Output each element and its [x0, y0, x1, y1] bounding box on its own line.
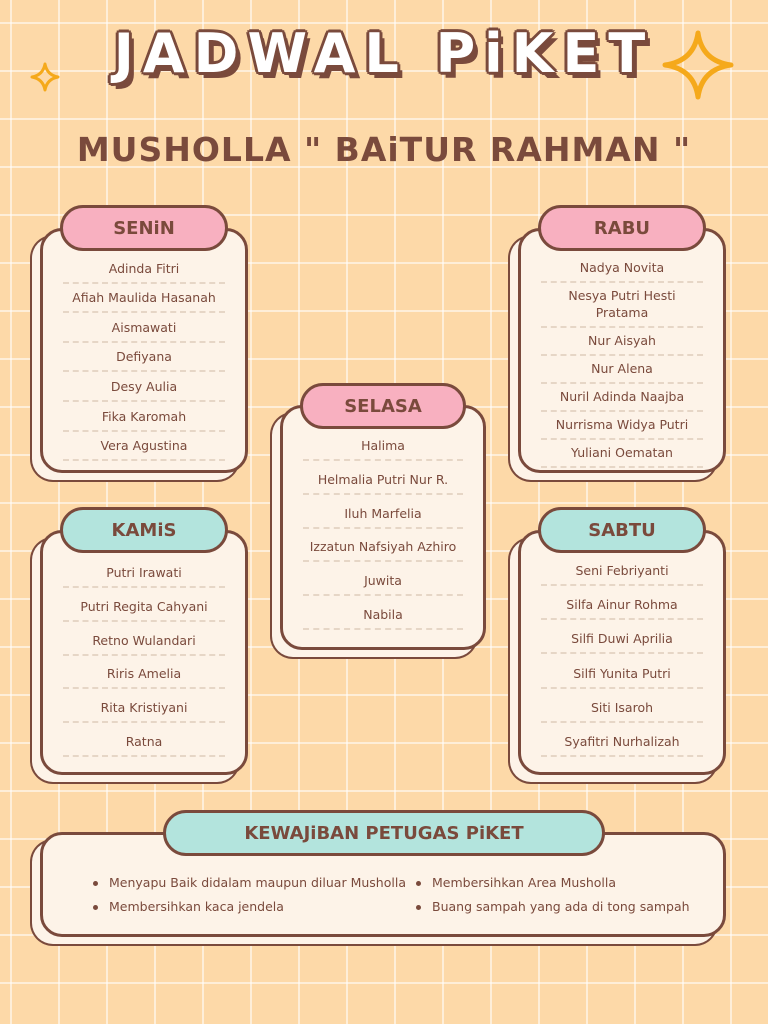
name-item: Riris Amelia — [63, 661, 225, 689]
name-item: Nuril Adinda Naajba — [541, 384, 703, 412]
name-item: Nur Aisyah — [541, 328, 703, 356]
duties-list — [93, 875, 693, 915]
name-item: Desy Aulia — [63, 374, 225, 402]
schedule-card-rabu — [518, 228, 726, 473]
day-tab-selasa: SELASA — [300, 383, 466, 429]
schedule-card-sabtu — [518, 530, 726, 775]
name-item: Nabila — [303, 602, 463, 630]
name-item: Defiyana — [63, 344, 225, 372]
sparkle-icon — [662, 30, 734, 100]
name-item: Izzatun Nafsiyah Azhiro — [303, 534, 463, 562]
duty-item: Membersihkan kaca jendela — [93, 899, 416, 915]
name-item: Silfa Ainur Rohma — [541, 592, 703, 620]
name-list — [63, 557, 225, 760]
schedule-card-senin — [40, 228, 248, 473]
name-item: Silfi Duwi Aprilia — [541, 626, 703, 654]
day-tab-senin: SENiN — [60, 205, 228, 251]
day-tab-kamis: KAMiS — [60, 507, 228, 553]
poster-subtitle: MUSHOLLA " BAiTUR RAHMAN " — [76, 130, 692, 169]
name-item: Rita Kristiyani — [63, 695, 225, 723]
day-tab-rabu: RABU — [538, 205, 706, 251]
schedule-card-selasa — [280, 405, 486, 650]
name-item: Ratna — [63, 729, 225, 757]
name-item: Nur Alena — [541, 356, 703, 384]
name-item: Halima — [303, 433, 463, 461]
poster-title: JADWAL PiKET — [113, 22, 655, 85]
name-list — [303, 430, 463, 633]
name-list — [541, 255, 703, 462]
day-tab-sabtu: SABTU — [538, 507, 706, 553]
name-item: Retno Wulandari — [63, 628, 225, 656]
name-item: Nesya Putri Hesti Pratama — [541, 283, 703, 328]
name-item: Vera Agustina — [63, 433, 225, 461]
duty-item: Membersihkan Area Musholla — [416, 875, 693, 891]
schedule-card-kamis — [40, 530, 248, 775]
name-item: Fika Karomah — [63, 404, 225, 432]
duty-item: Buang sampah yang ada di tong sampah — [416, 899, 693, 915]
name-item: Nadya Novita — [541, 255, 703, 283]
name-list — [63, 255, 225, 462]
name-list — [541, 555, 703, 760]
name-item: Helmalia Putri Nur R. — [303, 467, 463, 495]
name-item: Nurrisma Widya Putri — [541, 412, 703, 440]
name-item: Juwita — [303, 568, 463, 596]
name-item: Seni Febriyanti — [541, 558, 703, 586]
name-item: Putri Regita Cahyani — [63, 594, 225, 622]
name-item: Yuliani Oematan — [541, 440, 703, 468]
duties-tab: KEWAJiBAN PETUGAS PiKET — [163, 810, 605, 856]
name-item: Putri Irawati — [63, 560, 225, 588]
name-item: Adinda Fitri — [63, 256, 225, 284]
sparkle-icon — [30, 62, 60, 92]
name-item: Siti Isaroh — [541, 695, 703, 723]
name-item: Silfi Yunita Putri — [541, 661, 703, 689]
name-item: Iluh Marfelia — [303, 501, 463, 529]
duty-item: Menyapu Baik didalam maupun diluar Musholla — [93, 875, 416, 891]
name-item: Syafitri Nurhalizah — [541, 729, 703, 757]
name-item: Aismawati — [63, 315, 225, 343]
name-item: Afiah Maulida Hasanah — [63, 285, 225, 313]
